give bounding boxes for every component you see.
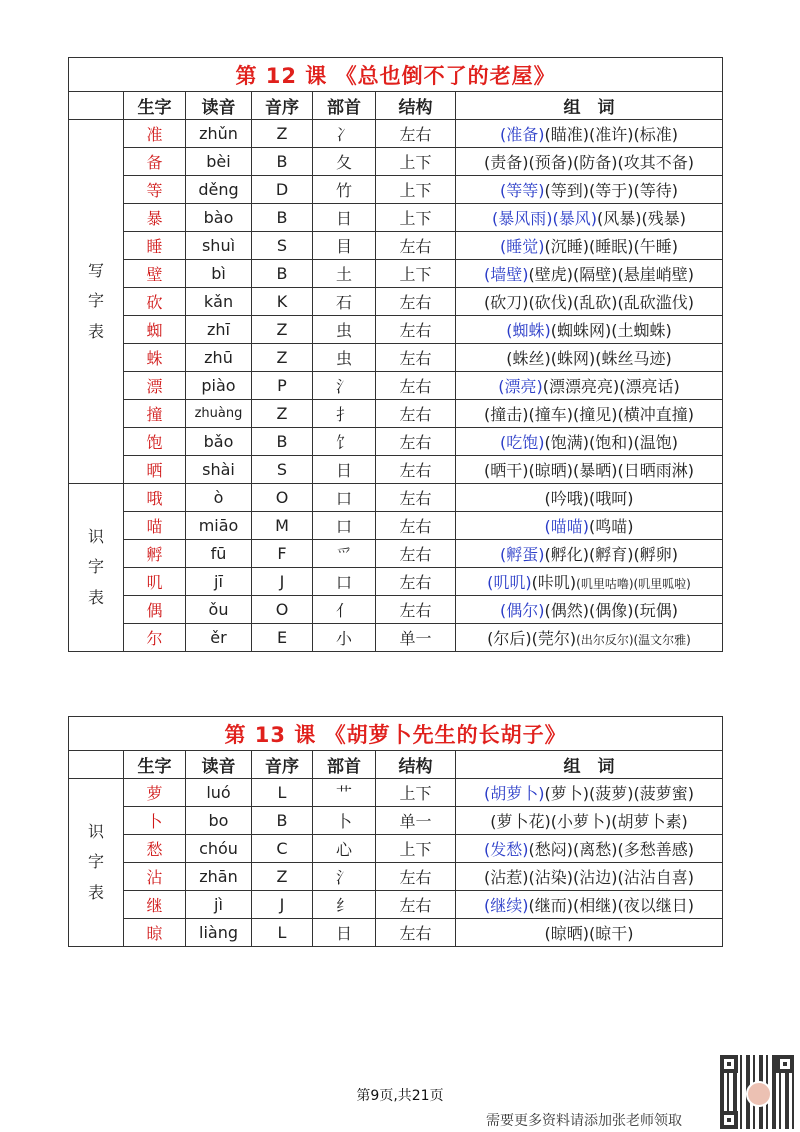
- lesson-title: 第 12 课 《总也倒不了的老屋》: [235, 63, 556, 88]
- lesson-title-cell: [69, 58, 723, 92]
- header-blank: [69, 92, 124, 120]
- section-label-char: 表: [87, 587, 104, 607]
- pinyin: bì: [186, 260, 252, 288]
- structure: 左右: [376, 891, 456, 919]
- word-group: [456, 372, 723, 400]
- structure: 左右: [376, 120, 456, 148]
- radical: 日: [313, 919, 376, 947]
- word-group: [456, 176, 723, 204]
- column-header: 音序: [252, 751, 313, 779]
- column-header: 结构: [376, 92, 456, 120]
- character: 备: [124, 148, 186, 176]
- radical: 土: [313, 260, 376, 288]
- table-row: [69, 400, 723, 428]
- character: 萝: [124, 779, 186, 807]
- word-highlight: (蜘蛛): [506, 321, 551, 340]
- word-highlight: (暴风雨)(暴风): [492, 209, 598, 228]
- radical: 夂: [313, 148, 376, 176]
- structure: 左右: [376, 288, 456, 316]
- lesson-13-table: [68, 716, 723, 947]
- section-label-char: 表: [87, 882, 104, 902]
- word-group: [456, 288, 723, 316]
- section-label-char: 写: [87, 260, 104, 280]
- word-list: (晾晒)(晾干): [544, 924, 634, 943]
- section-label-char: 识: [87, 526, 104, 546]
- word-list: (责备)(预备)(防备)(攻其不备): [484, 153, 694, 172]
- character: 漂: [124, 372, 186, 400]
- promo-text: 需要更多资料请添加张老师领取: [486, 1113, 682, 1129]
- word-highlight: (发愁): [484, 840, 529, 859]
- lesson-title-cell: [69, 717, 723, 751]
- header-blank: [69, 751, 124, 779]
- pinyin: zhū: [186, 344, 252, 372]
- word-group: [456, 484, 723, 512]
- phonetic-order: Z: [252, 400, 313, 428]
- pinyin: zhān: [186, 863, 252, 891]
- word-group: [456, 120, 723, 148]
- phonetic-order: M: [252, 512, 313, 540]
- word-list: (蜘蛛网)(土蜘蛛): [550, 321, 672, 340]
- radical: 石: [313, 288, 376, 316]
- structure: 左右: [376, 316, 456, 344]
- word-list: (等到)(等于)(等待): [544, 181, 678, 200]
- radical: 小: [313, 624, 376, 652]
- table-row: [69, 232, 723, 260]
- structure: 左右: [376, 456, 456, 484]
- column-header: 音序: [252, 92, 313, 120]
- word-group: [456, 456, 723, 484]
- character: 等: [124, 176, 186, 204]
- radical: 口: [313, 568, 376, 596]
- column-header: 部首: [313, 92, 376, 120]
- phonetic-order: B: [252, 807, 313, 835]
- header-row: [69, 751, 723, 779]
- page-number: 第9页,共21页: [356, 1088, 444, 1104]
- section-label-char: 字: [87, 557, 104, 577]
- lesson-12-body: [69, 58, 723, 652]
- phonetic-order: F: [252, 540, 313, 568]
- word-highlight: (吃饱): [500, 433, 545, 452]
- pinyin: bèi: [186, 148, 252, 176]
- word-group: [456, 428, 723, 456]
- pinyin: kǎn: [186, 288, 252, 316]
- word-group: [456, 512, 723, 540]
- word-list: (漂漂亮亮)(漂亮话): [542, 377, 680, 396]
- word-list: (萝卜花)(小萝卜)(胡萝卜素): [490, 812, 688, 831]
- pinyin: fū: [186, 540, 252, 568]
- pinyin: bào: [186, 204, 252, 232]
- character: 愁: [124, 835, 186, 863]
- column-header: 结构: [376, 751, 456, 779]
- structure: 上下: [376, 176, 456, 204]
- radical: 氵: [313, 372, 376, 400]
- word-group: [456, 568, 723, 596]
- column-header: 部首: [313, 751, 376, 779]
- word-highlight: (准备): [500, 125, 545, 144]
- word-highlight: (叽叽): [487, 573, 532, 592]
- word-list: (壁虎)(隔壁)(悬崖峭壁): [528, 265, 694, 284]
- word-list: (尔后)(莞尔): [487, 629, 577, 648]
- table-row: [69, 779, 723, 807]
- lesson-title: 第 13 课 《胡萝卜先生的长胡子》: [224, 722, 567, 747]
- character: 饱: [124, 428, 186, 456]
- radical: 虫: [313, 344, 376, 372]
- character: 喵: [124, 512, 186, 540]
- pinyin: piào: [186, 372, 252, 400]
- pinyin: bo: [186, 807, 252, 835]
- pinyin: chóu: [186, 835, 252, 863]
- phonetic-order: B: [252, 204, 313, 232]
- phonetic-order: J: [252, 568, 313, 596]
- word-list: (沉睡)(睡眠)(午睡): [544, 237, 678, 256]
- column-header: 生字: [124, 751, 186, 779]
- phonetic-order: B: [252, 260, 313, 288]
- word-highlight: (继续): [484, 896, 529, 915]
- word-list: (晒干)(晾晒)(暴晒)(日晒雨淋): [484, 461, 694, 480]
- pinyin: děng: [186, 176, 252, 204]
- table-row: [69, 260, 723, 288]
- word-highlight: (孵蛋): [500, 545, 545, 564]
- table-row: [69, 807, 723, 835]
- phonetic-order: P: [252, 372, 313, 400]
- radical: 虫: [313, 316, 376, 344]
- section-label-char: 识: [87, 821, 104, 841]
- word-list: (继而)(相继)(夜以继日): [528, 896, 694, 915]
- table-row: [69, 891, 723, 919]
- word-group: [456, 891, 723, 919]
- radical: 饣: [313, 428, 376, 456]
- table-row: [69, 863, 723, 891]
- pinyin: ěr: [186, 624, 252, 652]
- phonetic-order: C: [252, 835, 313, 863]
- radical: 艹: [313, 779, 376, 807]
- radical: 亻: [313, 596, 376, 624]
- radical: 氵: [313, 863, 376, 891]
- word-list: (蛛丝)(蛛网)(蛛丝马迹): [506, 349, 672, 368]
- word-group: [456, 400, 723, 428]
- table-row: [69, 456, 723, 484]
- word-list: (沾惹)(沾染)(沾边)(沾沾自喜): [484, 868, 694, 887]
- qr-code-icon: [720, 1055, 794, 1129]
- character: 尔: [124, 624, 186, 652]
- word-group: [456, 540, 723, 568]
- word-list: (萝卜)(菠萝)(菠萝蜜): [544, 784, 694, 803]
- structure: 左右: [376, 372, 456, 400]
- phonetic-order: B: [252, 428, 313, 456]
- table-row: [69, 204, 723, 232]
- structure: 左右: [376, 232, 456, 260]
- pinyin: liàng: [186, 919, 252, 947]
- structure: 上下: [376, 148, 456, 176]
- table-row: [69, 596, 723, 624]
- table-row: [69, 120, 723, 148]
- radical: 爫: [313, 540, 376, 568]
- pinyin: shuì: [186, 232, 252, 260]
- word-list: (孵化)(孵育)(孵卵): [544, 545, 678, 564]
- phonetic-order: S: [252, 456, 313, 484]
- table-row: [69, 148, 723, 176]
- radical: 心: [313, 835, 376, 863]
- phonetic-order: L: [252, 779, 313, 807]
- radical: 扌: [313, 400, 376, 428]
- phonetic-order: O: [252, 596, 313, 624]
- word-group: [456, 919, 723, 947]
- character: 暴: [124, 204, 186, 232]
- table-row: [69, 624, 723, 652]
- phonetic-order: O: [252, 484, 313, 512]
- phonetic-order: Z: [252, 120, 313, 148]
- word-list: (愁闷)(离愁)(多愁善感): [528, 840, 694, 859]
- structure: 左右: [376, 400, 456, 428]
- table-row: [69, 919, 723, 947]
- structure: 左右: [376, 540, 456, 568]
- character: 沾: [124, 863, 186, 891]
- section-label: [69, 779, 124, 947]
- table-row: [69, 288, 723, 316]
- table-row: [69, 540, 723, 568]
- radical: 口: [313, 484, 376, 512]
- table-row: [69, 568, 723, 596]
- word-list: (砍刀)(砍伐)(乱砍)(乱砍滥伐): [484, 293, 694, 312]
- section-label-char: 字: [87, 291, 104, 311]
- table-row: [69, 428, 723, 456]
- pinyin: ǒu: [186, 596, 252, 624]
- word-group: [456, 835, 723, 863]
- avatar: [746, 1081, 772, 1107]
- character: 叽: [124, 568, 186, 596]
- pinyin: jì: [186, 891, 252, 919]
- word-list: (瞄准)(准许)(标准): [544, 125, 678, 144]
- phonetic-order: Z: [252, 316, 313, 344]
- phonetic-order: D: [252, 176, 313, 204]
- word-list: (吟哦)(哦呵): [544, 489, 634, 508]
- title-row: [69, 58, 723, 92]
- table-row: [69, 484, 723, 512]
- word-list-small: (出尔反尔)(温文尔雅): [576, 633, 691, 647]
- word-group: [456, 779, 723, 807]
- word-group: [456, 316, 723, 344]
- word-highlight: (睡觉): [500, 237, 545, 256]
- phonetic-order: B: [252, 148, 313, 176]
- radical: 竹: [313, 176, 376, 204]
- structure: 单一: [376, 624, 456, 652]
- phonetic-order: Z: [252, 863, 313, 891]
- word-list: (鸣喵): [589, 517, 634, 536]
- section-label: [69, 484, 124, 652]
- pinyin: zhuàng: [186, 400, 252, 428]
- radical: 日: [313, 456, 376, 484]
- word-list: (饱满)(饱和)(温饱): [544, 433, 678, 452]
- character: 晾: [124, 919, 186, 947]
- title-row: [69, 717, 723, 751]
- radical: 冫: [313, 120, 376, 148]
- word-highlight: (等等): [500, 181, 545, 200]
- phonetic-order: Z: [252, 344, 313, 372]
- structure: 左右: [376, 863, 456, 891]
- character: 睡: [124, 232, 186, 260]
- section-label-char: 表: [87, 321, 104, 341]
- structure: 左右: [376, 568, 456, 596]
- structure: 左右: [376, 344, 456, 372]
- table-row: [69, 372, 723, 400]
- character: 蜘: [124, 316, 186, 344]
- word-highlight: (漂亮): [498, 377, 543, 396]
- column-header: 组 词: [456, 92, 723, 120]
- character: 壁: [124, 260, 186, 288]
- word-group: [456, 260, 723, 288]
- table-row: [69, 176, 723, 204]
- character: 偶: [124, 596, 186, 624]
- word-list: (风暴)(残暴): [597, 209, 686, 228]
- structure: 上下: [376, 204, 456, 232]
- structure: 左右: [376, 512, 456, 540]
- phonetic-order: J: [252, 891, 313, 919]
- phonetic-order: K: [252, 288, 313, 316]
- word-highlight: (偶尔): [500, 601, 545, 620]
- structure: 上下: [376, 260, 456, 288]
- character: 继: [124, 891, 186, 919]
- radical: 口: [313, 512, 376, 540]
- table-row: [69, 316, 723, 344]
- word-group: [456, 344, 723, 372]
- lesson-12-table: [68, 57, 723, 652]
- word-group: [456, 204, 723, 232]
- word-list: (咔叽): [531, 573, 577, 592]
- structure: 左右: [376, 428, 456, 456]
- pinyin: luó: [186, 779, 252, 807]
- radical: 纟: [313, 891, 376, 919]
- structure: 左右: [376, 484, 456, 512]
- character: 卜: [124, 807, 186, 835]
- column-header: 读音: [186, 751, 252, 779]
- radical: 目: [313, 232, 376, 260]
- table-row: [69, 512, 723, 540]
- character: 哦: [124, 484, 186, 512]
- phonetic-order: E: [252, 624, 313, 652]
- pinyin: miāo: [186, 512, 252, 540]
- word-highlight: (胡萝卜): [484, 784, 545, 803]
- pinyin: jī: [186, 568, 252, 596]
- column-header: 读音: [186, 92, 252, 120]
- lesson-13-body: [69, 717, 723, 947]
- character: 准: [124, 120, 186, 148]
- structure: 左右: [376, 919, 456, 947]
- word-highlight: (喵喵): [544, 517, 590, 536]
- table-row: [69, 835, 723, 863]
- header-row: [69, 92, 723, 120]
- word-group: [456, 624, 723, 652]
- word-list: (偶然)(偶像)(玩偶): [544, 601, 678, 620]
- section-label: [69, 120, 124, 484]
- section-label-char: 字: [87, 852, 104, 872]
- column-header: 组 词: [456, 751, 723, 779]
- pinyin: shài: [186, 456, 252, 484]
- column-header: 生字: [124, 92, 186, 120]
- structure: 左右: [376, 596, 456, 624]
- word-list-small: (叽里咕噜)(叽里呱啦): [576, 577, 691, 591]
- character: 孵: [124, 540, 186, 568]
- phonetic-order: S: [252, 232, 313, 260]
- character: 撞: [124, 400, 186, 428]
- structure: 上下: [376, 835, 456, 863]
- structure: 单一: [376, 807, 456, 835]
- word-highlight: (墙壁): [484, 265, 529, 284]
- pinyin: ò: [186, 484, 252, 512]
- character: 砍: [124, 288, 186, 316]
- word-group: [456, 807, 723, 835]
- word-group: [456, 148, 723, 176]
- word-group: [456, 596, 723, 624]
- pinyin: bǎo: [186, 428, 252, 456]
- radical: 卜: [313, 807, 376, 835]
- character: 蛛: [124, 344, 186, 372]
- character: 晒: [124, 456, 186, 484]
- word-list: (撞击)(撞车)(撞见)(横冲直撞): [484, 405, 694, 424]
- word-group: [456, 232, 723, 260]
- pinyin: zhī: [186, 316, 252, 344]
- pinyin: zhǔn: [186, 120, 252, 148]
- phonetic-order: L: [252, 919, 313, 947]
- word-group: [456, 863, 723, 891]
- table-row: [69, 344, 723, 372]
- radical: 日: [313, 204, 376, 232]
- structure: 上下: [376, 779, 456, 807]
